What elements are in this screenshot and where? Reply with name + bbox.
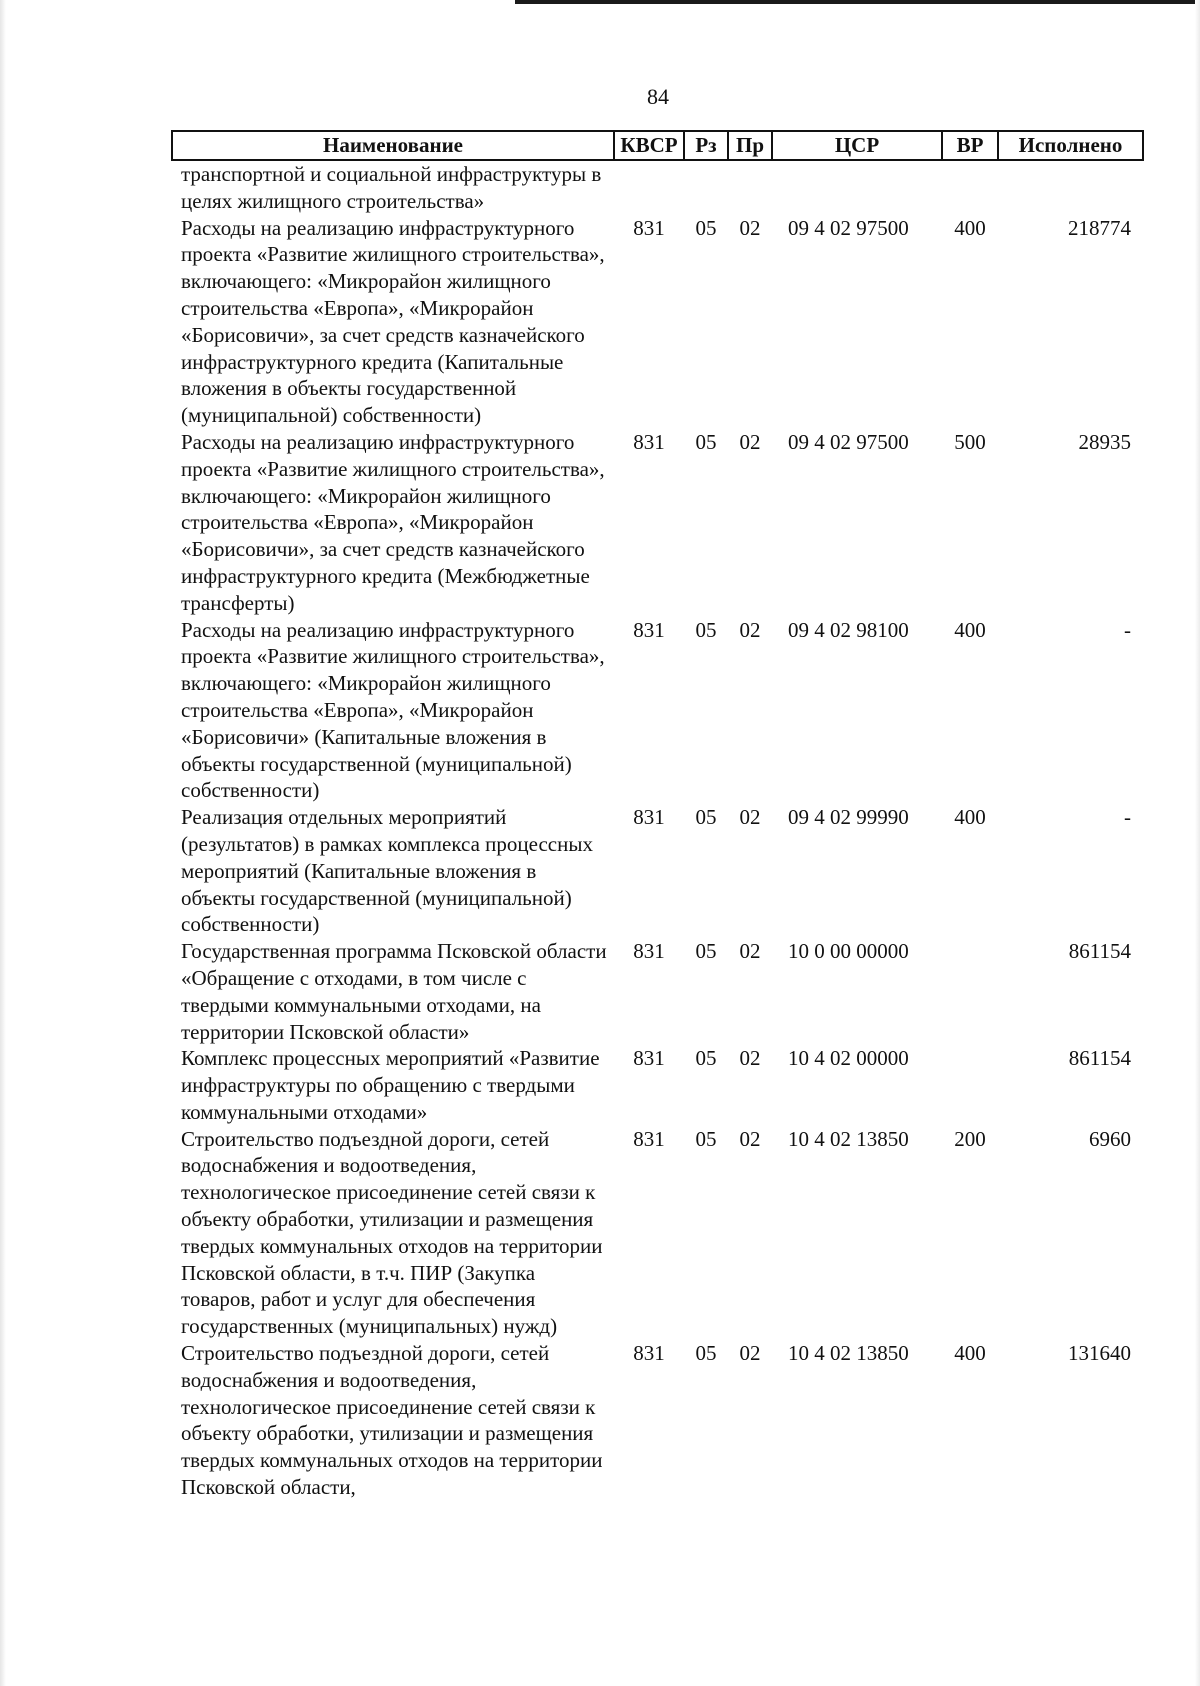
header-vr: ВР: [942, 131, 998, 160]
cell-csr: 10 4 02 13850: [788, 1341, 909, 1366]
cell-executed: -: [1124, 617, 1131, 642]
table-row: [172, 1045, 1143, 1125]
table-row: [172, 1126, 1143, 1340]
cell-vr: 400: [954, 1341, 986, 1366]
cell-rz: 05: [695, 215, 717, 240]
cell-pr: 02: [739, 1126, 761, 1151]
cell-kvsr: 831: [633, 429, 665, 454]
scan-edge-top: [515, 0, 1200, 4]
header-executed: Исполнено: [998, 131, 1143, 160]
cell-vr: 400: [954, 805, 986, 830]
table-header: [172, 131, 1143, 160]
cell-rz: 05: [695, 939, 717, 964]
cell-pr: 02: [739, 805, 761, 830]
cell-csr: 09 4 02 97500: [788, 215, 909, 240]
cell-pr: 02: [739, 429, 761, 454]
cell-vr: [942, 938, 998, 1045]
cell-pr: 02: [739, 1046, 761, 1071]
cell-pr: 02: [739, 617, 761, 642]
table-row: [172, 617, 1143, 805]
cell-executed: 131640: [1068, 1341, 1131, 1366]
header-rz: Рз: [684, 131, 728, 160]
cell-rz: 05: [695, 1046, 717, 1071]
cell-rz: [684, 160, 728, 215]
cell-vr: 400: [954, 215, 986, 240]
scan-edge-left: [0, 0, 6, 1686]
cell-pr: 02: [739, 1341, 761, 1366]
cell-vr: [942, 1045, 998, 1125]
scan-edge-right: [1195, 0, 1200, 1686]
cell-csr: 10 0 00 00000: [788, 939, 909, 964]
cell-vr: 400: [954, 617, 986, 642]
cell-name: Комплекс процессных мероприятий «Развитие инфраструктуры по обращению с твердыми коммунальными отходами»: [181, 1046, 600, 1124]
cell-kvsr: 831: [633, 939, 665, 964]
cell-kvsr: [614, 160, 684, 215]
cell-executed: 861154: [1068, 1046, 1131, 1071]
cell-csr: 09 4 02 97500: [788, 429, 909, 454]
cell-csr: 10 4 02 13850: [788, 1126, 909, 1151]
cell-kvsr: 831: [633, 215, 665, 240]
cell-name: Государственная программа Псковской области «Обращение с отходами, в том числе с твердыми коммунальными отходами, на территории Псковской области»: [181, 939, 607, 1044]
cell-rz: 05: [695, 617, 717, 642]
cell-name: Расходы на реализацию инфраструктурного проекта «Развитие жилищного строительства», включающего: «Микрорайон жилищного строительства «Европа», «Микрорайон «Борисовичи», за счет средств казначейского инфраструктурного кредита (Межбюджетные трансферты): [181, 429, 605, 615]
table-row: [172, 160, 1143, 215]
cell-kvsr: 831: [633, 617, 665, 642]
table-body: [172, 160, 1143, 1501]
header-pr: Пр: [728, 131, 772, 160]
page-number: 84: [647, 84, 669, 109]
table-row: [172, 215, 1143, 429]
cell-executed: 861154: [1068, 939, 1131, 964]
cell-pr: 02: [739, 939, 761, 964]
cell-csr: [772, 160, 942, 215]
cell-name: Реализация отдельных мероприятий (результатов) в рамках комплекса процессных мероприятий (Капитальные вложения в объекты государственной (муниципальной) собственности): [181, 805, 593, 937]
cell-name: Строительство подъездной дороги, сетей водоснабжения и водоотведения, технологическое присоединение сетей связи к объекту обработки, утилизации и размещения твердых коммунальных отходов на территории Псковской области,: [181, 1341, 603, 1500]
cell-name: транспортной и социальной инфраструктуры в целях жилищного строительства»: [181, 162, 602, 213]
cell-name: Расходы на реализацию инфраструктурного проекта «Развитие жилищного строительства», включающего: «Микрорайон жилищного строительства «Европа», «Микрорайон «Борисовичи» (Капитальные вложения в объекты государственной (муниципальной) собственности): [181, 617, 605, 803]
cell-kvsr: 831: [633, 1341, 665, 1366]
cell-csr: 10 4 02 00000: [788, 1046, 909, 1071]
table-row: [172, 429, 1143, 617]
cell-executed: 218774: [1068, 215, 1131, 240]
budget-table: [171, 130, 1144, 1501]
cell-csr: 09 4 02 98100: [788, 617, 909, 642]
cell-pr: [728, 160, 772, 215]
cell-rz: 05: [695, 1126, 717, 1151]
cell-executed: -: [1124, 805, 1131, 830]
cell-pr: 02: [739, 215, 761, 240]
cell-executed: [998, 160, 1143, 215]
table-row: [172, 1340, 1143, 1501]
cell-kvsr: 831: [633, 1046, 665, 1071]
header-kvsr: КВСР: [614, 131, 684, 160]
header-csr: ЦСР: [772, 131, 942, 160]
cell-executed: 28935: [1078, 429, 1131, 454]
cell-vr: [942, 160, 998, 215]
cell-vr: 500: [954, 429, 986, 454]
cell-kvsr: 831: [633, 805, 665, 830]
cell-rz: 05: [695, 805, 717, 830]
header-row: [172, 131, 1143, 160]
cell-rz: 05: [695, 1341, 717, 1366]
table-row: [172, 938, 1143, 1045]
cell-vr: 200: [954, 1126, 986, 1151]
cell-name: Строительство подъездной дороги, сетей водоснабжения и водоотведения, технологическое присоединение сетей связи к объекту обработки, утилизации и размещения твердых коммунальных отходов на территории Псковской области, в т.ч. ПИР (Закупка товаров, работ и услуг для обеспечения государственных (муниципальных) нужд): [181, 1126, 603, 1339]
cell-name: Расходы на реализацию инфраструктурного проекта «Развитие жилищного строительства», включающего: «Микрорайон жилищного строительства «Европа», «Микрорайон «Борисовичи», за счет средств казначейского инфраструктурного кредита (Капитальные вложения в объекты государственной (муниципальной) собственности): [181, 215, 605, 428]
cell-kvsr: 831: [633, 1126, 665, 1151]
cell-csr: 09 4 02 99990: [788, 805, 909, 830]
header-name: Наименование: [172, 131, 614, 160]
cell-executed: 6960: [1089, 1126, 1131, 1151]
table-row: [172, 804, 1143, 938]
cell-rz: 05: [695, 429, 717, 454]
